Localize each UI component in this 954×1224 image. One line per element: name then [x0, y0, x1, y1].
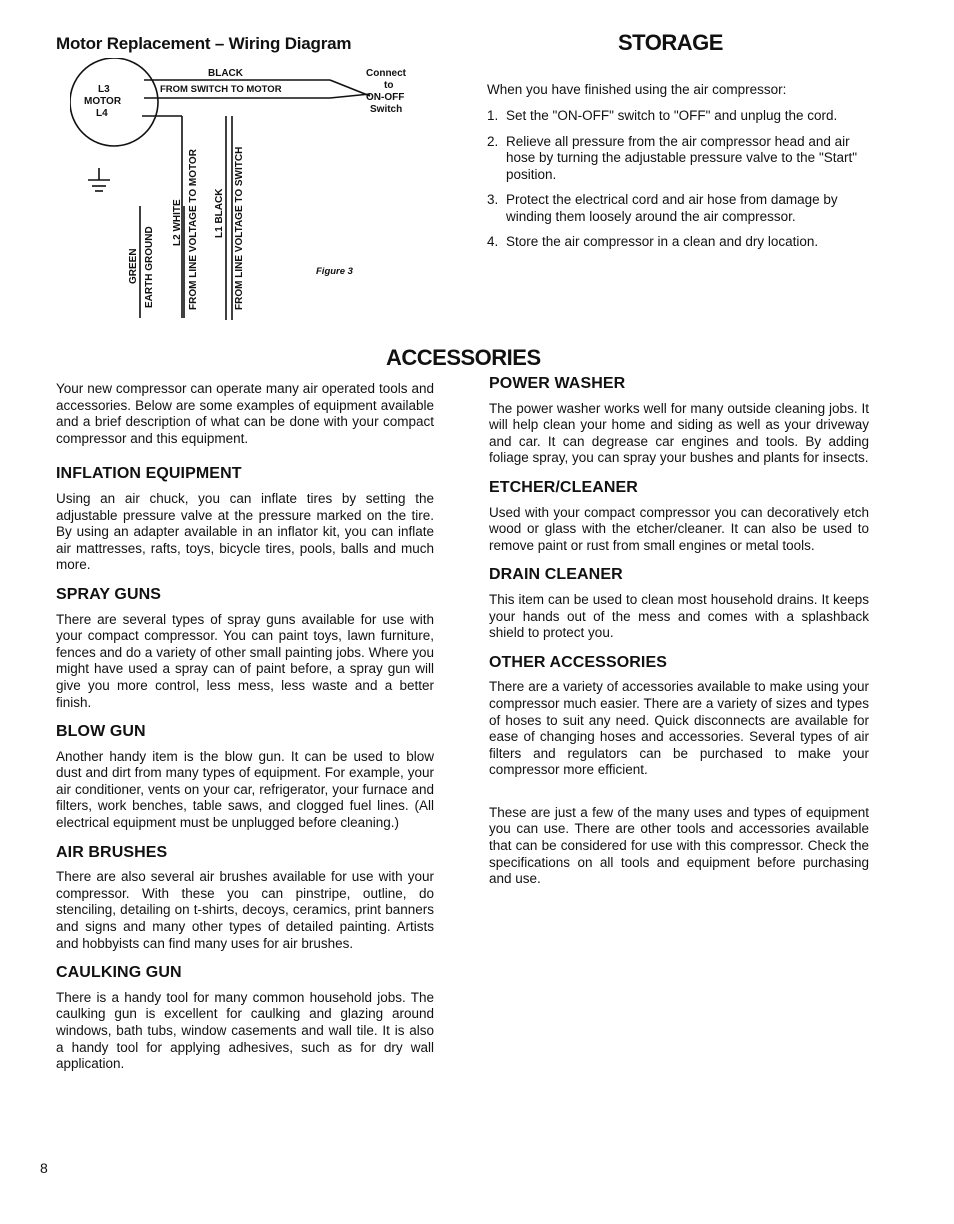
air-brushes-text: There are also several air brushes available for use with your compressor. With these you can pinstripe, outline, do stenciling, detailing on t-shirts, decoys, ceramics, print banners and signs and many other types of detailed painting. Artists and hobbyists can find many uses for air brushes.	[56, 869, 434, 951]
caulking-gun-heading: CAULKING GUN	[56, 964, 182, 982]
wiring-diagram	[70, 58, 430, 323]
motor-label-l4: L4	[96, 108, 108, 119]
motor-label-motor: MOTOR	[84, 96, 122, 107]
other-accessories-heading: OTHER ACCESSORIES	[489, 653, 668, 671]
step-text: Protect the electrical cord and air hose from damage by winding them loosely around the air compressor.	[506, 192, 838, 224]
storage-heading: STORAGE	[618, 30, 723, 55]
step-number: 3.	[487, 192, 499, 207]
inflation-text: Using an air chuck, you can inflate tires by setting the adjustable pressure valve at the pressure marked on the tire. By using an adapter available in an inflator kit, you can inflate air mattresses, rafts, toys, bicycle tires, pools, balls and much more.	[56, 490, 434, 573]
page-number: 8	[40, 1160, 48, 1176]
connect-label-line1: Connect	[366, 68, 406, 79]
storage-step	[487, 234, 877, 251]
blow-gun-text: Another handy item is the blow gun. It can be used to blow dust and dirt from many types of equipment. For example, your air conditioner, vents on your car, refrigerator, your furnace and filters, work benches, table saws, and clogged fuel lines. (All electrical equipment must be unplugged before cleaning.)	[56, 748, 434, 831]
connect-label-line3: ON-OFF	[366, 92, 405, 103]
wire-label-line-switch: FROM LINE VOLTAGE TO SWITCH	[234, 146, 245, 310]
power-washer-text: The power washer works well for many outside cleaning jobs. It will help clean your home and siding as well as your driveway and car. It can degrease car engines and tools. By adding foliage spray, you can spray your bushes and plants for insects.	[489, 400, 869, 466]
inflation-heading: INFLATION EQUIPMENT	[56, 465, 242, 483]
wire-label-green: GREEN	[128, 248, 139, 284]
connect-label-line4: Switch	[370, 104, 403, 115]
storage-intro: When you have finished using the air compressor:	[487, 82, 787, 97]
drain-cleaner-heading: DRAIN CLEANER	[489, 566, 623, 584]
air-brushes-heading: AIR BRUSHES	[56, 843, 168, 861]
accessories-right-column	[489, 376, 869, 888]
etcher-text: Used with your compact compressor you can decoratively etch wood or glass with the etcher/cleaner. It can also be used to remove paint or rust from small engines or metal tools.	[489, 504, 869, 553]
etcher-heading: ETCHER/CLEANER	[489, 478, 638, 496]
wiring-diagram-heading: Motor Replacement – Wiring Diagram	[56, 34, 352, 53]
step-number: 1.	[487, 108, 499, 123]
accessories-intro: Your new compressor can operate many air operated tools and accessories. Below are some examples of equipment available and a brief description of what can be done with your compact compressor and this equipment.	[56, 381, 434, 446]
from-switch-label: FROM SWITCH TO MOTOR	[160, 84, 282, 95]
step-text: Set the "ON-OFF" switch to "OFF" and unplug the cord.	[506, 108, 838, 123]
spray-guns-heading: SPRAY GUNS	[56, 585, 162, 603]
wire-label-earth: EARTH GROUND	[144, 226, 155, 308]
step-number: 4.	[487, 234, 499, 249]
caulking-gun-text: There is a handy tool for many common household jobs. The caulking gun is excellent for caulking and glazing around windows, bath tubs, window casements and wall tile. It is also a handy tool for applying adhesives, such as for dry wall application.	[56, 989, 434, 1072]
blow-gun-heading: BLOW GUN	[56, 723, 146, 741]
black-wire-label: BLACK	[208, 68, 243, 79]
storage-step	[487, 134, 877, 184]
storage-steps	[487, 108, 877, 260]
wire-label-line-motor: FROM LINE VOLTAGE TO MOTOR	[188, 149, 199, 310]
connect-label-line2: to	[384, 80, 394, 91]
motor-label-l3: L3	[98, 84, 110, 95]
accessories-left-column	[56, 381, 434, 1073]
storage-step	[487, 108, 877, 125]
step-text: Store the air compressor in a clean and dry location.	[506, 234, 819, 249]
wire-label-white: L2 WHITE	[172, 199, 183, 246]
closing-paragraph: These are just a few of the many uses and types of equipment you can use. There are other tools and accessories available that can be considered for use with this compressor. Check the specifications on all tools and equipment before purchasing and use.	[489, 804, 869, 887]
wire-label-black: L1 BLACK	[214, 188, 225, 238]
other-accessories-text: There are a variety of accessories available to make using your compressor much easier. There are a variety of sizes and types of hoses to suit any need. Quick disconnects are available for ease of changing hoses and accessories. Several types of air filters and regulators can be purchased to make your compressor more efficient.	[489, 679, 869, 778]
figure-caption: Figure 3	[316, 266, 353, 277]
step-number: 2.	[487, 133, 499, 149]
power-washer-heading: POWER WASHER	[489, 375, 626, 392]
drain-cleaner-text: This item can be used to clean most household drains. It keeps your hands out of the mess and comes with a splashback shield to protect you.	[489, 591, 869, 641]
spray-guns-text: There are several types of spray guns available for use with your compact compressor. You can paint toys, lawn furniture, fences and do a variety of other small painting jobs. Where you might have used a spray can of paint before, a spray gun will give you more control, less mess, less waste and a better finish.	[56, 611, 434, 710]
accessories-heading: ACCESSORIES	[386, 345, 541, 370]
storage-step	[487, 192, 877, 225]
step-text: Relieve all pressure from the air compressor head and air hose by turning the adjustable pressure valve to the "Start" position.	[506, 133, 858, 182]
